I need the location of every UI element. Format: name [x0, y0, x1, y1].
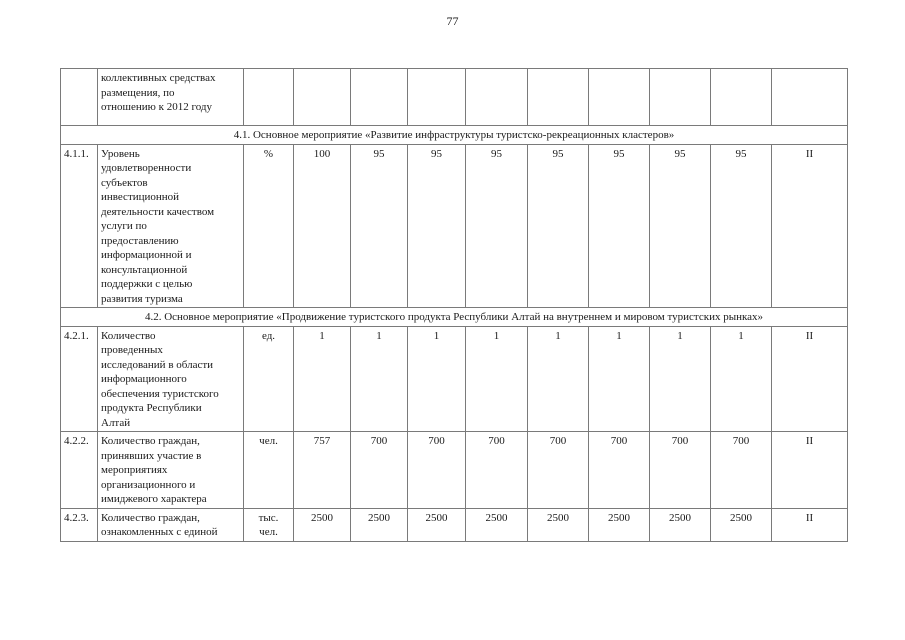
indicator-name: Уровень удовлетворенности субъектов инвестиционной деятельности качеством услуги по предоставлению информационной и консультационной поддержки с целью развития туризма — [98, 144, 244, 308]
value-cell: 700 — [589, 432, 650, 509]
value-cell: 2500 — [528, 508, 589, 541]
category-cell — [772, 69, 848, 126]
table-row-4-1-1 — [61, 144, 848, 308]
value-cell: 700 — [528, 432, 589, 509]
value-cell — [351, 69, 408, 126]
value-cell: 95 — [650, 144, 711, 308]
section-row-4-1 — [61, 126, 848, 145]
section-title: 4.1. Основное мероприятие «Развитие инфраструктуры туристско-рекреационных кластеров» — [61, 126, 848, 145]
table-row-4-2-1 — [61, 326, 848, 432]
indicator-name: Количество проведенных исследований в области информационного обеспечения туристского продукта Республики Алтай — [98, 326, 244, 432]
value-cell: 1 — [294, 326, 351, 432]
value-cell: 2500 — [408, 508, 466, 541]
value-cell: 95 — [466, 144, 528, 308]
value-cell: 2500 — [711, 508, 772, 541]
value-cell — [650, 69, 711, 126]
row-number: 4.2.2. — [61, 432, 98, 509]
category-cell: II — [772, 432, 848, 509]
value-cell: 1 — [589, 326, 650, 432]
value-cell: 700 — [466, 432, 528, 509]
value-cell: 700 — [408, 432, 466, 509]
value-cell: 700 — [711, 432, 772, 509]
value-cell — [711, 69, 772, 126]
row-number — [61, 69, 98, 126]
table-row-4-2-3 — [61, 508, 848, 541]
value-cell: 700 — [351, 432, 408, 509]
value-cell: 700 — [650, 432, 711, 509]
value-cell: 2500 — [650, 508, 711, 541]
category-cell: II — [772, 326, 848, 432]
unit-cell — [244, 69, 294, 126]
value-cell: 1 — [351, 326, 408, 432]
section-title: 4.2. Основное мероприятие «Продвижение туристского продукта Республики Алтай на внутреннем и мировом туристских рынках» — [61, 308, 848, 327]
page-number: 77 — [446, 14, 459, 28]
row-number: 4.1.1. — [61, 144, 98, 308]
unit-cell: ед. — [244, 326, 294, 432]
value-cell: 95 — [528, 144, 589, 308]
value-cell: 95 — [589, 144, 650, 308]
table-row-continuation — [61, 69, 848, 126]
category-cell: II — [772, 508, 848, 541]
unit-cell: тыс. чел. — [244, 508, 294, 541]
value-cell — [528, 69, 589, 126]
unit-cell: % — [244, 144, 294, 308]
value-cell: 100 — [294, 144, 351, 308]
row-number: 4.2.1. — [61, 326, 98, 432]
value-cell: 1 — [408, 326, 466, 432]
value-cell: 757 — [294, 432, 351, 509]
value-cell: 1 — [528, 326, 589, 432]
value-cell: 1 — [711, 326, 772, 432]
value-cell: 95 — [351, 144, 408, 308]
indicator-name: Количество граждан, ознакомленных с единой — [98, 508, 244, 541]
value-cell: 1 — [650, 326, 711, 432]
table-row-4-2-2 — [61, 432, 848, 509]
value-cell — [589, 69, 650, 126]
unit-cell: чел. — [244, 432, 294, 509]
indicators-table — [60, 68, 848, 542]
value-cell — [294, 69, 351, 126]
value-cell: 1 — [466, 326, 528, 432]
value-cell — [408, 69, 466, 126]
category-cell: II — [772, 144, 848, 308]
value-cell: 2500 — [466, 508, 528, 541]
value-cell: 2500 — [351, 508, 408, 541]
value-cell: 2500 — [294, 508, 351, 541]
value-cell: 95 — [408, 144, 466, 308]
value-cell: 2500 — [589, 508, 650, 541]
row-number: 4.2.3. — [61, 508, 98, 541]
section-row-4-2 — [61, 308, 848, 327]
value-cell: 95 — [711, 144, 772, 308]
indicator-name: Количество граждан, принявших участие в мероприятиях организационного и имиджевого характера — [98, 432, 244, 509]
indicator-name: коллективных средствах размещения, по отношению к 2012 году — [98, 69, 244, 126]
value-cell — [466, 69, 528, 126]
